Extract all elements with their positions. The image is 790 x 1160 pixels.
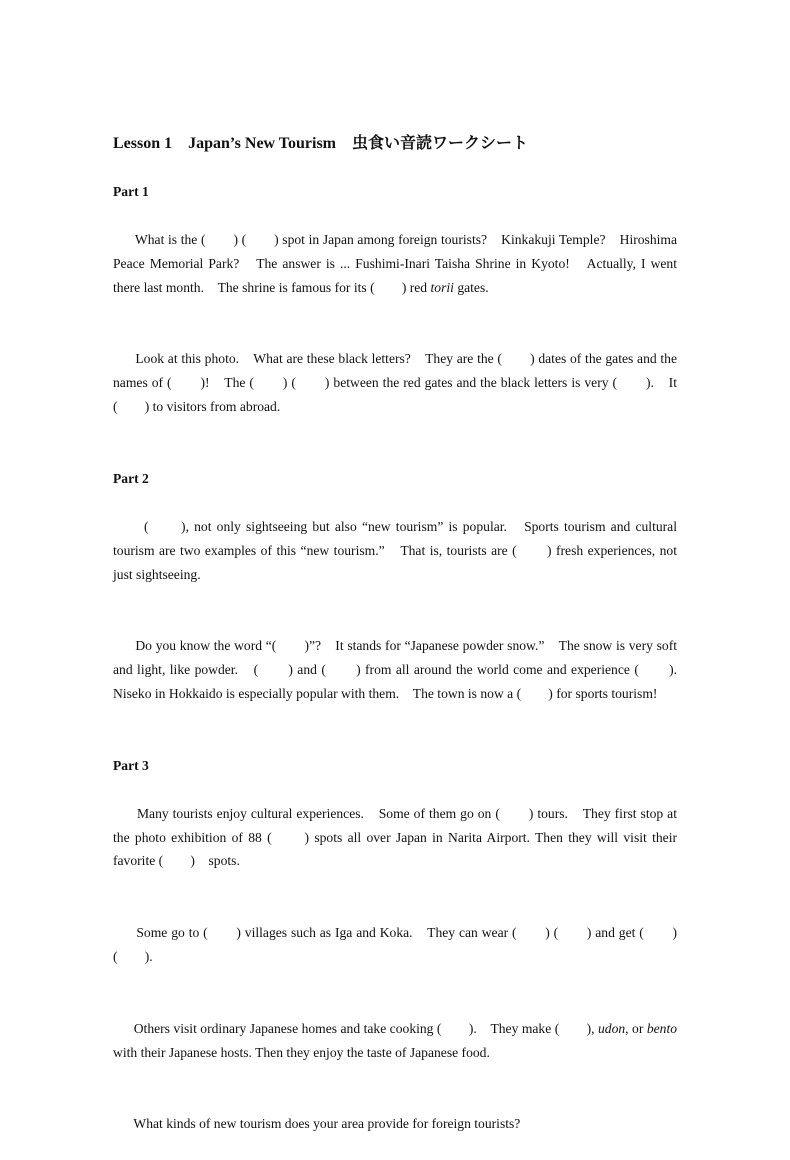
text-run: Many tourists enjoy cultural experiences. Some of them go on ( ) tours. They first stop at the photo exhibition of 88 ( ) spots all over Japan in Narita Airport. Then they will visit their favorite ( ) spots.	[113, 806, 680, 869]
worksheet-page	[113, 132, 677, 1160]
text-run: with their Japanese hosts. Then they enjoy the taste of Japanese food.	[113, 1021, 680, 1060]
text-run-italic: udon	[598, 1021, 625, 1036]
text-run: Do you know the word “( )”? It stands for “Japanese powder snow.” The snow is very soft and light, like powder. ( ) and ( ) from all around the world come and experience ( ). Niseko in Hokkaido is especially popular with them. The town is now a ( ) for sports tourism!	[113, 638, 691, 701]
text-run: ( ), not only sightseeing but also “new tourism” is popular. Sports tourism and cultural tourism are two examples of this “new tourism.” That is, tourists are ( ) fresh experiences, not just sightseeing.	[113, 519, 680, 582]
text-run: gates.	[454, 280, 489, 295]
part-3-heading: Part 3	[113, 754, 677, 778]
part-3-paragraph-4	[113, 1089, 677, 1160]
part-2-section	[113, 467, 677, 730]
text-run-italic: torii	[431, 280, 454, 295]
part-3-paragraph-2	[113, 897, 677, 993]
part-1-section	[113, 180, 677, 443]
part-1-paragraph-1	[113, 204, 677, 324]
text-run-italic: bento	[647, 1021, 677, 1036]
part-1-paragraph-2	[113, 324, 677, 444]
worksheet-title: Lesson 1 Japan’s New Tourism 虫食い音読ワークシート	[113, 132, 677, 156]
part-3-paragraph-1	[113, 778, 677, 898]
part-1-heading: Part 1	[113, 180, 677, 204]
part-3-paragraph-3	[113, 993, 677, 1089]
part-3-section	[113, 754, 677, 1160]
text-run: What kinds of new tourism does your area provide for foreign tourists?	[133, 1116, 520, 1131]
part-2-paragraph-1	[113, 491, 677, 611]
text-run: , or	[625, 1021, 647, 1036]
text-run: Others visit ordinary Japanese homes and take cooking ( ). They make ( ),	[134, 1021, 598, 1036]
part-2-heading: Part 2	[113, 467, 677, 491]
part-2-paragraph-2	[113, 610, 677, 730]
text-run: What is the ( ) ( ) spot in Japan among foreign tourists? Kinkakuji Temple? Hiroshima Peace Memorial Park? The answer is ... Fushimi-Inari Taisha Shrine in Kyoto! Actually, I went there last month. The shrine is famous for its ( ) red	[113, 232, 680, 295]
text-run: Some go to ( ) villages such as Iga and Koka. They can wear ( ) ( ) and get ( ) ( ).	[113, 925, 680, 964]
text-run: Look at this photo. What are these black letters? They are the ( ) dates of the gates and the names of ( )! The ( ) ( ) between the red gates and the black letters is very ( ). It ( ) to visitors from abroad.	[113, 351, 680, 414]
